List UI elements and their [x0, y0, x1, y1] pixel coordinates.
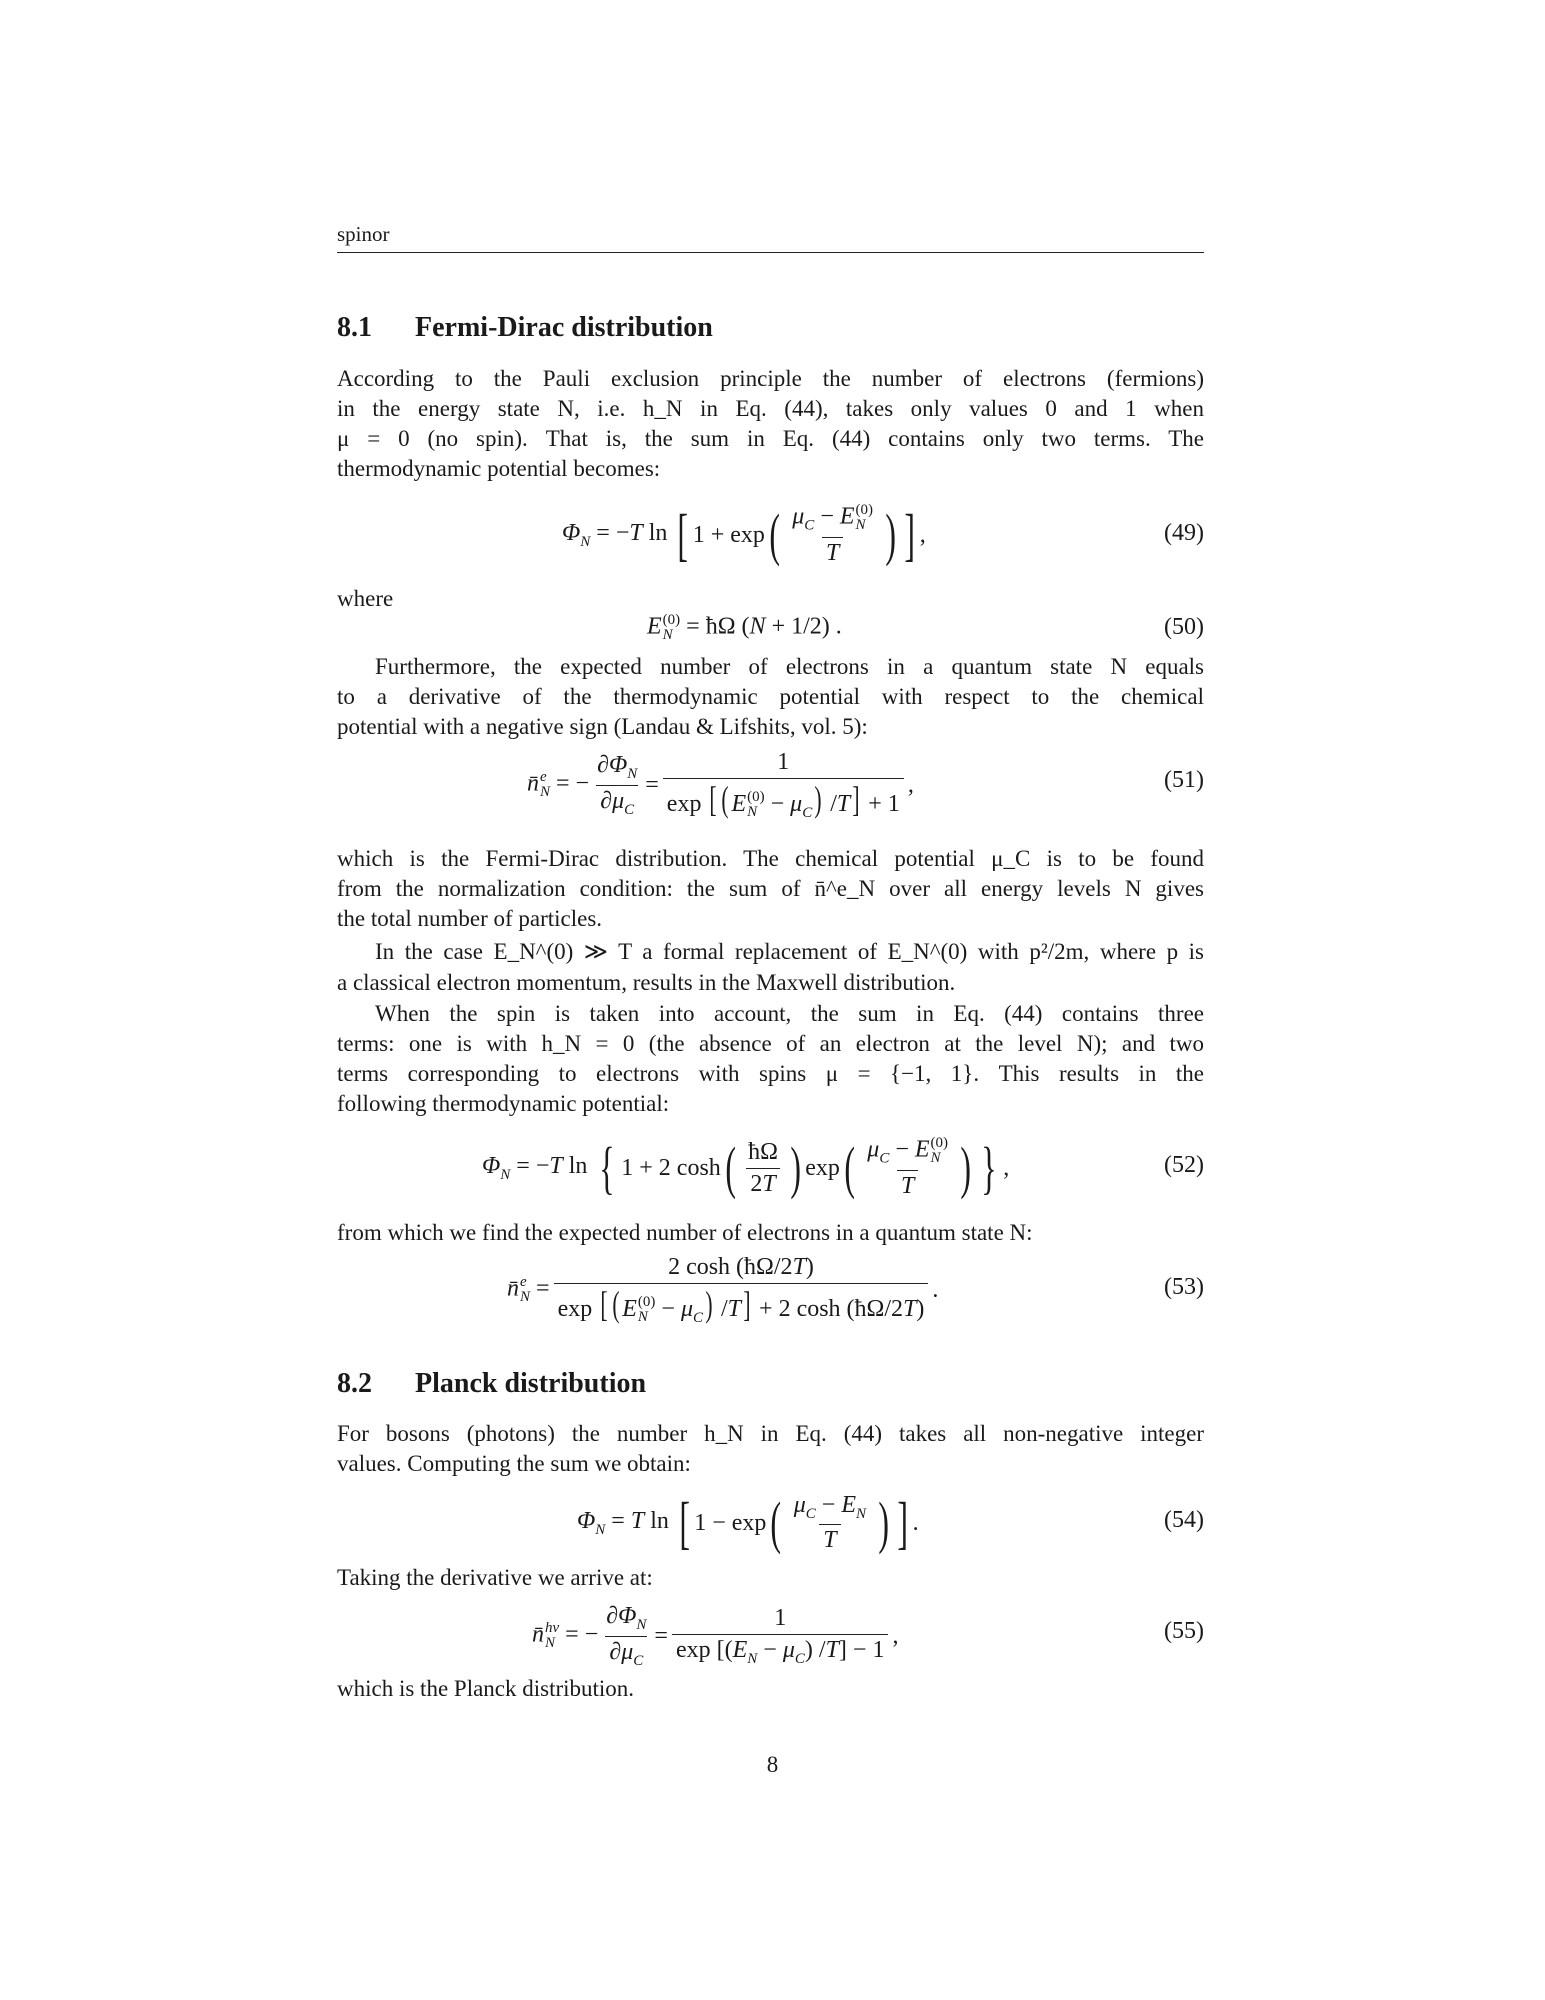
paragraph-line: terms: one is with h_N = 0 (the absence of an electron at the level N); and two	[337, 1031, 1204, 1056]
equation-52	[337, 1128, 1204, 1208]
paragraph-line: which is the Fermi-Dirac distribution. The chemical potential μ_C is to be found	[337, 846, 1204, 871]
paragraph-line: According to the Pauli exclusion principle the number of electrons (fermions)	[337, 366, 1204, 391]
paragraph-line: the total number of particles.	[337, 906, 603, 931]
section-heading-8-2	[337, 1368, 646, 1400]
section-number: 8.2	[337, 1368, 372, 1399]
paragraph-line: terms corresponding to electrons with spins μ = {−1, 1}. This results in the	[337, 1061, 1204, 1086]
paragraph-line: Furthermore, the expected number of electrons in a quantum state N equals	[375, 654, 1204, 679]
equation-55	[337, 1596, 1204, 1676]
equation-number: (49)	[1164, 520, 1204, 546]
paragraph-line: When the spin is taken into account, the sum in Eq. (44) contains three	[375, 1001, 1204, 1026]
paragraph-line: to a derivative of the thermodynamic potential with respect to the chemical	[337, 684, 1204, 709]
equation-body: $\Phi_N = T$ ln [ 1 − exp ( $\frac{\mu_C - E_N}{T}$ ) ] .	[577, 1490, 919, 1555]
equation-number: (50)	[1164, 614, 1204, 640]
equation-50	[337, 608, 1204, 648]
paragraph-line: from the normalization condition: the sum of n̄^e_N over all energy levels N gives	[337, 876, 1204, 901]
paragraph-line: Taking the derivative we arrive at:	[337, 1565, 653, 1590]
header-rule	[337, 252, 1204, 253]
page-number: 8	[766, 1752, 779, 1777]
paragraph-line: from which we find the expected number of electrons in a quantum state N:	[337, 1220, 1033, 1245]
paragraph-line: following thermodynamic potential:	[337, 1091, 670, 1116]
running-header: spinor	[337, 222, 390, 246]
paragraph-line: For bosons (photons) the number h_N in Eq. (44) takes all non-negative integer	[337, 1421, 1204, 1446]
paragraph-line: In the case E_N^(0) ≫ T a formal replacement of E_N^(0) with p²/2m, where p is	[375, 939, 1204, 964]
equation-number: (55)	[1164, 1618, 1204, 1644]
paragraph-line: where	[337, 586, 394, 611]
equation-53	[337, 1250, 1204, 1330]
equation-number: (54)	[1164, 1507, 1204, 1533]
section-number: 8.1	[337, 312, 372, 343]
equation-body: $\Phi_N = -T$ ln { 1 + 2 cosh ( $\frac{ħ\Omega}{2T}$ ) exp ( $\mu_C - E$ (0) N T ) } ,	[482, 1135, 1010, 1200]
paragraph-line: potential with a negative sign (Landau & Lifshits, vol. 5):	[337, 714, 868, 739]
equation-body: $\Phi_N = -T$ ln [ 1 + exp ( $\mu_C - E$ (0) N T ) ] ,	[562, 502, 926, 567]
equation-body: E (0) N = ħΩ (N + 1/2) .	[647, 612, 842, 643]
equation-number: (53)	[1164, 1274, 1204, 1300]
equation-number: (51)	[1164, 767, 1204, 793]
paragraph-line: values. Computing the sum we obtain:	[337, 1451, 691, 1476]
equation-body: n̄ e N = − $\frac{\partial\Phi_N}{\partial\mu_C}$ = 1 exp [ ( E (0) N − $\mu_C$) /T] + 1 ,	[527, 748, 914, 821]
equation-body: n̄ e N = 2 cosh (ħΩ/2T) exp [ ( E (0) N − $\mu_C$) /T] + 2 cosh (ħΩ/2T) .	[507, 1253, 939, 1326]
equation-body: n̄ hν N = − $\frac{\partial\Phi_N}{\partial\mu_C}$ = $\frac{1}{\exp [(E_N - \mu_C) /T] - 1}$ ,	[532, 1602, 899, 1669]
section-title: Planck distribution	[415, 1368, 647, 1399]
paragraph-line: μ = 0 (no spin). That is, the sum in Eq. (44) contains only two terms. The	[337, 426, 1204, 451]
paragraph-line: which is the Planck distribution.	[337, 1676, 635, 1701]
paragraph-line: a classical electron momentum, results in the Maxwell distribution.	[337, 970, 956, 995]
section-title: Fermi-Dirac distribution	[415, 312, 713, 343]
equation-54	[337, 1483, 1204, 1563]
paragraph-line: in the energy state N, i.e. h_N in Eq. (44), takes only values 0 and 1 when	[337, 396, 1204, 421]
equation-51	[337, 745, 1204, 825]
section-heading-8-1	[337, 312, 713, 344]
equation-number: (52)	[1164, 1152, 1204, 1178]
equation-49	[337, 495, 1204, 575]
paragraph-line: thermodynamic potential becomes:	[337, 456, 661, 481]
